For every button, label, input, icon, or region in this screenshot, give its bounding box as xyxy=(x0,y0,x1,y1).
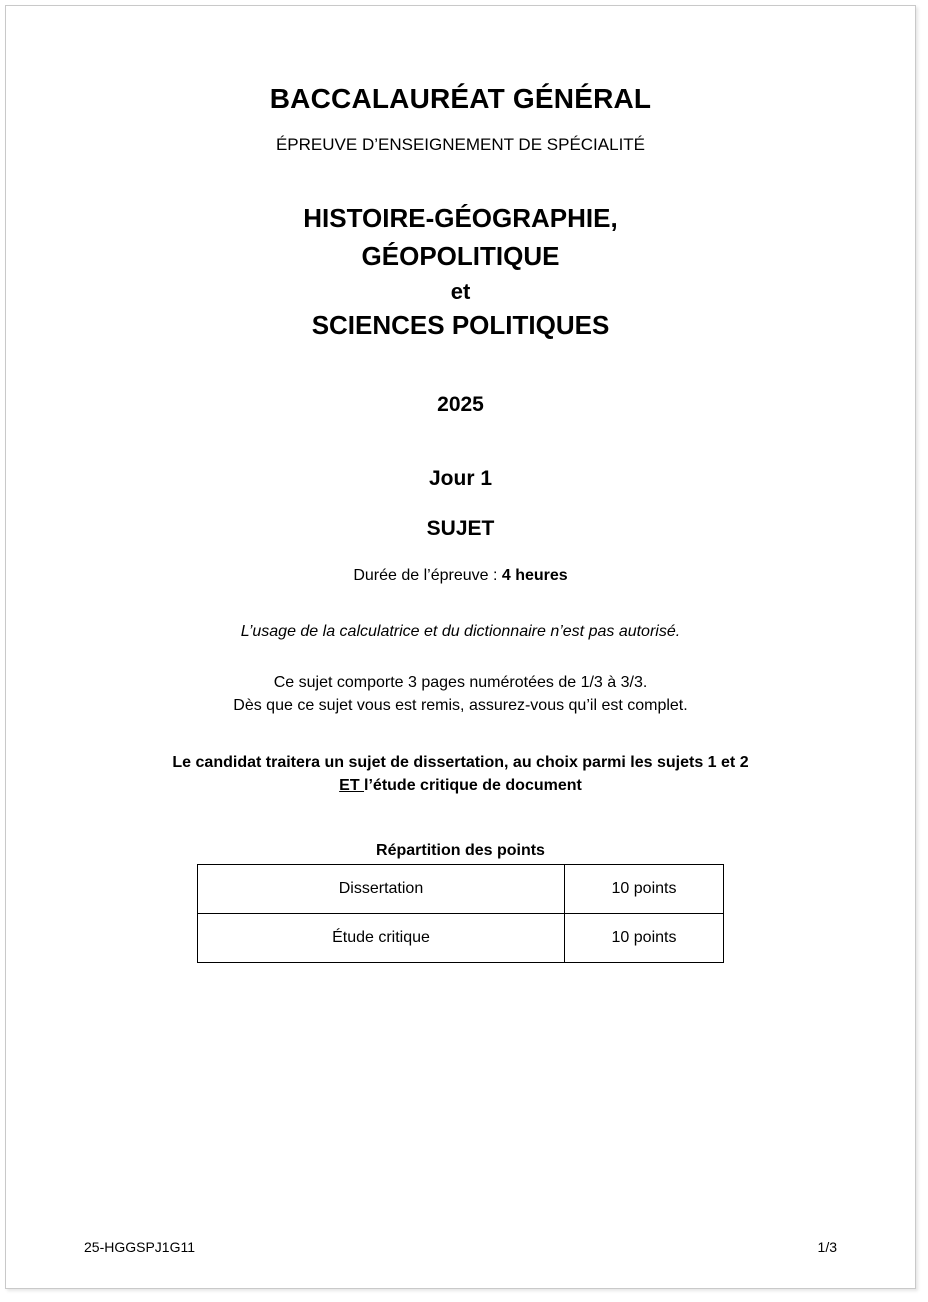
points-table-caption: Répartition des points xyxy=(376,841,545,859)
notice-calculator: L’usage de la calculatrice et du dictionnaire n’est pas autorisé. xyxy=(240,623,681,641)
exam-title-line-1: HISTOIRE-GÉOGRAPHIE, xyxy=(303,203,618,234)
exam-subject-title xyxy=(6,155,915,345)
instruction-line-1: Le candidat traitera un sujet de dissertation, au choix parmi les sujets 1 et 2 xyxy=(172,753,749,771)
exam-duration-label: Durée de l’épreuve : xyxy=(353,567,502,585)
exam-title-line-4: SCIENCES POLITIQUES xyxy=(311,310,610,341)
exam-kind: SUJET xyxy=(426,517,495,541)
points-table-wrapper xyxy=(6,864,915,963)
instruction-line-2-rest: l’étude critique de document xyxy=(364,776,582,794)
exam-duration xyxy=(6,541,915,585)
exam-title-line-2: GÉOPOLITIQUE xyxy=(361,240,560,271)
table-row xyxy=(198,864,724,913)
footer-reference-code: 25-HGGSPJ1G11 xyxy=(84,1239,196,1255)
exam-duration-value: 4 heures xyxy=(501,567,568,585)
document-subtitle: ÉPREUVE D’ENSEIGNEMENT DE SPÉCIALITÉ xyxy=(275,134,646,154)
instruction-line-2 xyxy=(6,774,915,797)
instruction-et-emphasis: ET xyxy=(339,776,365,794)
notice-pages-line-2: Dès que ce sujet vous est remis, assurez-vous qu’il est complet. xyxy=(233,697,688,715)
points-table xyxy=(197,864,724,963)
notice-pages xyxy=(6,641,915,717)
document-page xyxy=(5,5,916,1289)
instruction-block xyxy=(6,718,915,797)
page-footer xyxy=(6,1239,915,1255)
exam-day: Jour 1 xyxy=(428,467,493,491)
document-title: BACCALAURÉAT GÉNÉRAL xyxy=(269,83,652,114)
table-cell-points: 10 points xyxy=(565,864,724,913)
table-cell-label: Étude critique xyxy=(198,913,565,962)
table-cell-label: Dissertation xyxy=(198,864,565,913)
table-cell-points: 10 points xyxy=(565,913,724,962)
table-row xyxy=(198,913,724,962)
exam-year: 2025 xyxy=(437,393,484,417)
page-body xyxy=(6,6,915,1288)
notice-pages-line-1: Ce sujet comporte 3 pages numérotées de 1/3 à 3/3. xyxy=(273,674,648,692)
footer-page-number: 1/3 xyxy=(817,1239,837,1255)
exam-title-line-3: et xyxy=(450,278,471,304)
